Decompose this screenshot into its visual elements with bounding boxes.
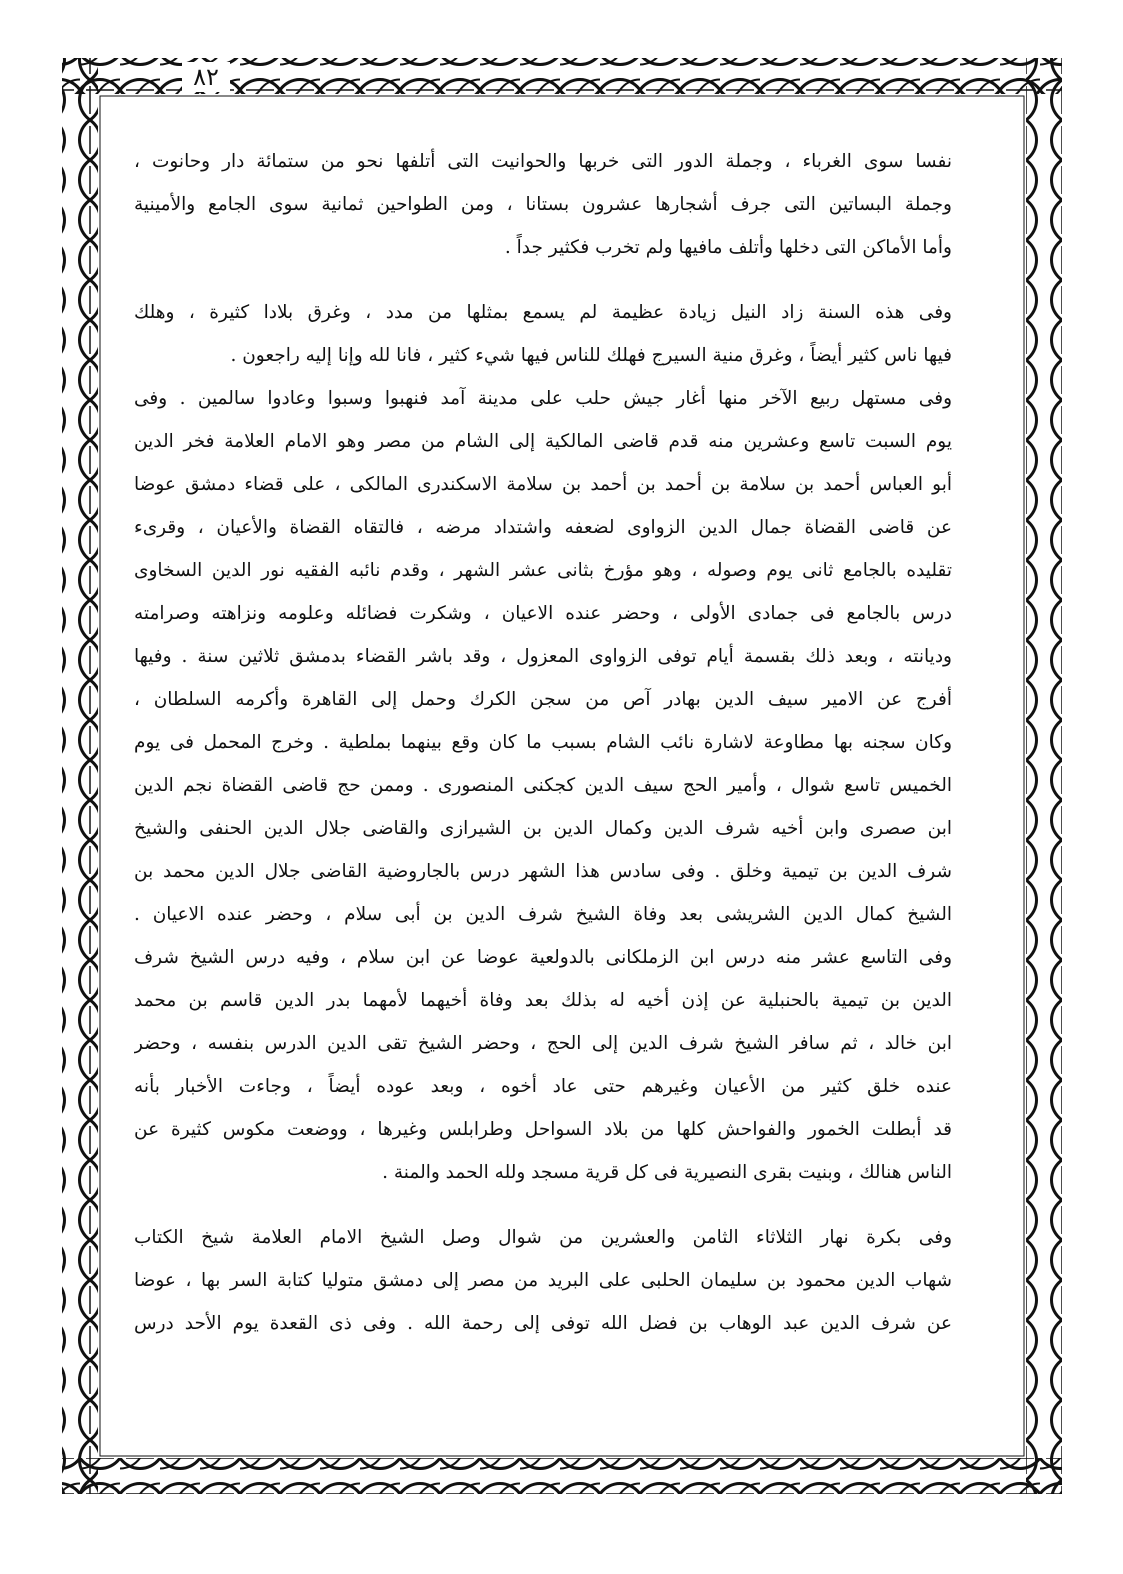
text-line: نفسا سوى الغرباء ، وجملة الدور التى خربها والحوانيت التى أتلفها نحو من ستمائة دار وحانوت ، xyxy=(134,151,952,172)
text-line: وديانته ، وبعد ذلك بقسمة أيام توفى الزواوى المعزول ، وقد باشر القضاء بدمشق ثلاثين سنة . وفيها xyxy=(134,646,952,667)
paragraph-gap xyxy=(134,269,952,291)
text-line: فيها ناس كثير أيضاً ، وغرق منية السيرج فهلك للناس فيها شيء كثير ، فانا لله وإنا إليه راجعون . xyxy=(230,345,952,366)
text-line: وفى مستهل ربيع الآخر منها أغار جيش حلب على مدينة آمد فنهبوا وسبوا وعادوا سالمين . وفى xyxy=(134,388,952,409)
text-line: شرف الدين بن تيمية وخلق . وفى سادس هذا الشهر درس بالجاروضية القاضى جلال الدين محمد بن xyxy=(134,861,952,882)
text-line: الخميس تاسع شوال ، وأمير الحج سيف الدين كجكنى المنصورى . وممن حج قاضى القضاة نجم الدين xyxy=(134,775,952,796)
text-line: عنده خلق كثير من الأعيان وغيرهم حتى عاد أخوه ، وبعد عوده أيضاً ، وجاءت الأخبار بأنه xyxy=(134,1076,952,1097)
paragraph-4 xyxy=(134,1216,952,1345)
page-number: ٨٢ xyxy=(182,62,230,92)
text-line: وفى بكرة نهار الثلاثاء الثامن والعشرين من شوال وصل الشيخ الامام العلامة شيخ الكتاب xyxy=(134,1227,952,1248)
text-line: ابن صصرى وابن أخيه شرف الدين وكمال الدين بن الشيرازى والقاضى جلال الدين الحنفى والشيخ xyxy=(134,818,952,839)
text-line: أبو العباس أحمد بن سلامة بن أحمد بن أحمد بن سلامة الاسكندرى المالكى ، على قضاء دمشق عوضا xyxy=(134,474,952,495)
paragraph-3 xyxy=(134,377,952,1194)
text-line: وفى هذه السنة زاد النيل زيادة عظيمة لم يسمع بمثلها من مدد ، وغرق بلادا كثيرة ، وهلك xyxy=(134,302,952,323)
text-line: وفى التاسع عشر منه درس ابن الزملكانى بالدولعية عوضا عن ابن سلام ، وفيه درس الشيخ شرف xyxy=(134,947,952,968)
text-line: الدين بن تيمية بالحنبلية عن إذن أخيه له بذلك بعد وفاة أخيهما لأمهما بدر الدين قاسم بن محمد xyxy=(134,990,952,1011)
text-line: وأما الأماكن التى دخلها وأتلف مافيها ولم تخرب فكثير جداً . xyxy=(504,237,952,258)
text-line: وكان سجنه بها مطاوعة لاشارة نائب الشام بسبب ما كان وقع بينهما بملطية . وخرج المحمل فى يوم xyxy=(134,732,952,753)
text-line: درس بالجامع فى جمادى الأولى ، وحضر عنده الاعيان ، وشكرت فضائله وعلومه ونزاهته وصرامته xyxy=(134,603,952,624)
paragraph-2 xyxy=(134,291,952,377)
text-line: يوم السبت تاسع وعشرين منه قدم قاضى المالكية إلى الشام من مصر وهو الامام العلامة فخر الدين xyxy=(134,431,952,452)
paragraph-gap xyxy=(134,1194,952,1216)
text-line: قد أبطلت الخمور والفواحش كلها من بلاد السواحل وطرابلس وغيرها ، ووضعت مكوس كثيرة عن xyxy=(134,1119,952,1140)
text-line: عن قاضى القضاة جمال الدين الزواوى لضعفه واشتداد مرضه ، فالتقاه القضاة والأعيان ، وقرىء xyxy=(134,517,952,538)
text-line: الشيخ كمال الدين الشريشى بعد وفاة الشيخ شرف الدين بن أبى سلام ، وحضر عنده الاعيان . xyxy=(134,904,952,925)
paragraph-1 xyxy=(134,140,952,269)
text-line: الناس هنالك ، وبنيت بقرى النصيرية فى كل قرية مسجد ولله الحمد والمنة . xyxy=(382,1162,952,1183)
text-line: أفرج عن الامير سيف الدين بهادر آص من سجن الكرك وحمل إلى القاهرة وأكرمه السلطان ، xyxy=(134,689,952,710)
body-text xyxy=(134,140,952,1410)
text-line: وجملة البساتين التى جرف أشجارها عشرون بستانا ، ومن الطواحين ثمانية سوى الجامع والأمينية xyxy=(134,194,952,215)
text-line: شهاب الدين محمود بن سليمان الحلبى على البريد من مصر إلى دمشق متوليا كتابة السر بها ، عوضا xyxy=(134,1270,952,1291)
text-line: ابن خالد ، ثم سافر الشيخ شرف الدين إلى الحج ، وحضر الشيخ تقى الدين الدرس بنفسه ، وحضر xyxy=(134,1033,952,1054)
text-line: عن شرف الدين عبد الوهاب بن فضل الله توفى إلى رحمة الله . وفى ذى القعدة يوم الأحد درس xyxy=(134,1313,952,1334)
text-line: تقليده بالجامع ثانى يوم وصوله ، وهو مؤرخ بثانى عشر الشهر ، وقدم نائبه الفقيه نور الدين السخاوى xyxy=(134,560,952,581)
